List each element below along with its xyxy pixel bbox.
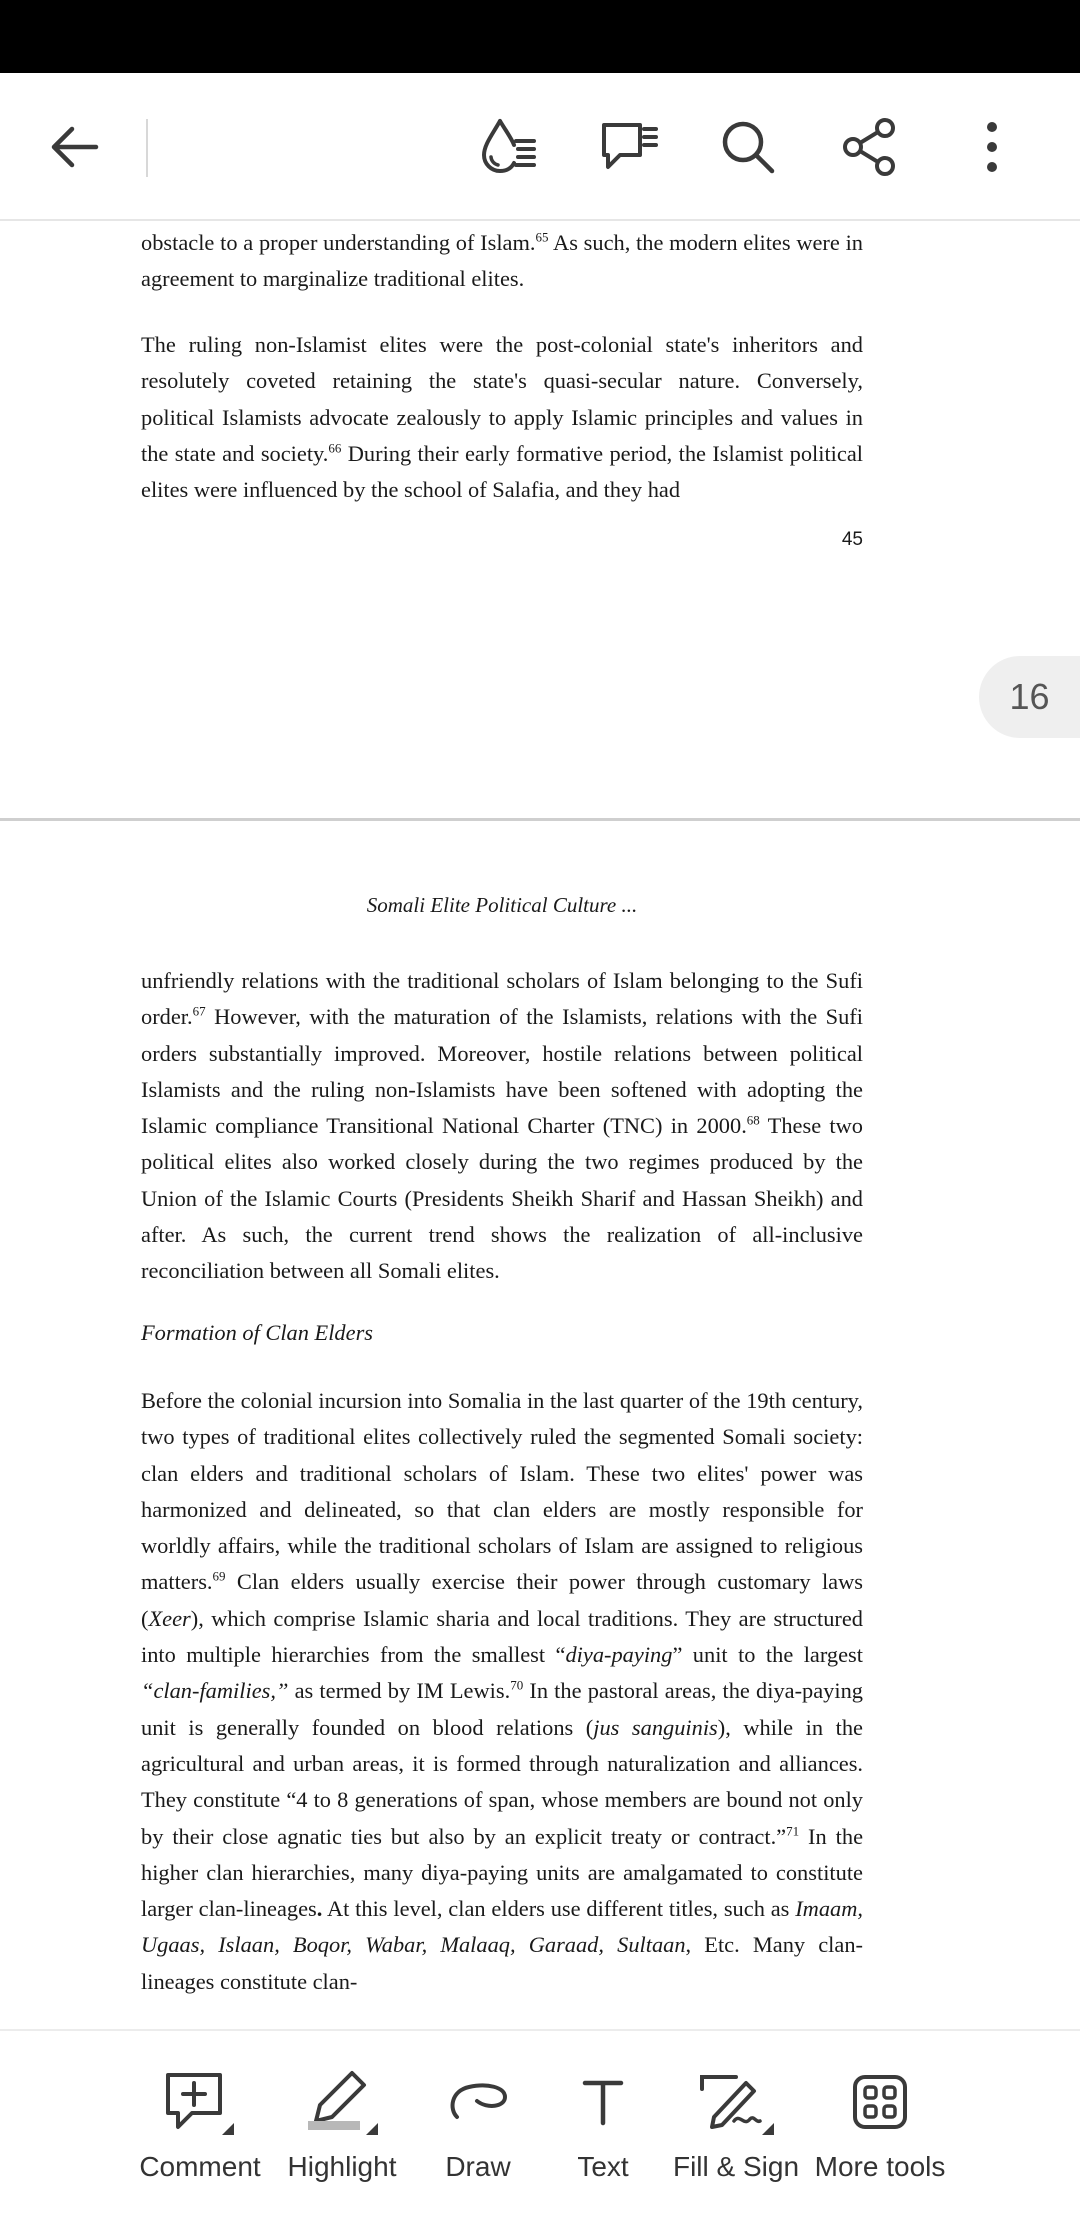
draw-label: Draw (445, 2151, 511, 2182)
fill-sign-icon (696, 2069, 776, 2135)
back-arrow-icon (46, 119, 102, 175)
page-45-paragraph-1: obstacle to a proper understanding of Islam.$^{65}$ As such, the modern elites were in agreement to marginalize traditional elites. (141, 229, 863, 292)
liquid-mode-icon (476, 115, 540, 179)
page-46-paragraph-1: unfriendly relations with the traditional scholars of Islam belonging to the Sufi order.$^{67}$ However, with the maturation of the Islamists, relations with the Sufi orders substantially improved. Moreover, hostile relations between political Islamists and the ruling non-Islamists have been softened with adopting the Islamic compliance Transitional National Charter (TNC) in 2000.68 These two political elites also worked closely during the two regimes produced by the Union of the Islamic Courts (Presidents Sheikh Sharif and Hassan Sheikh) and after. As such, the current trend shows the realization of all-inclusive reconciliation between all Somali elites. (141, 968, 864, 1284)
share-icon (839, 116, 901, 178)
toolbar-divider (146, 119, 148, 177)
draw-tool[interactable] (440, 2069, 516, 2199)
draw-icon (447, 2079, 509, 2125)
top-toolbar (0, 73, 1080, 221)
comments-list-icon (596, 115, 660, 179)
search-button[interactable] (710, 109, 786, 185)
comment-tool[interactable] (141, 2069, 259, 2199)
page-46-paragraph-2: Before the colonial incursion into Somalia in the last quarter of the 19th century, two types of traditional elites collectively ruled the segmented Somali society: clan elders and traditional scholars of Islam. These two elites' power was harmonized and delineated, so that clan elders are mostly responsible for worldly affairs, while the traditional scholars of Islam are assigned to religious matters.$^{69}$ Clan elders usually exercise their power through customary laws (Xeer), which comprise Islamic sharia and local traditions. They are structured into multiple hierarchies from the smallest “diya-paying” unit to the largest “clan-families,” as termed by IM Lewis.$^{70}$ In the pastoral areas, the diya-paying unit is generally founded on blood relations (jus sanguinis), while in the agricultural and urban areas, it is formed through naturalization and alliances. They constitute “4 to 8 generations of span, whose members are bound not only by their close agnatic ties but also by an explicit treaty or contract.”$^{71}$ In the higher clan hierarchies, many diya-paying units are amalgamated to constitute larger clan-lineages. At this level, clan elders use different titles, such as Imaam, Ugaas, Islaan, Boqor, Wabar, Malaaq, Garaad, Sultaan, Etc. Many clan-lineages constitute clan- (141, 1388, 864, 1994)
liquid-mode-button[interactable] (470, 109, 546, 185)
text-icon (581, 2077, 625, 2127)
more-tools-grid-icon (852, 2074, 908, 2130)
share-button[interactable] (832, 109, 908, 185)
pdf-document-view[interactable] (0, 223, 1080, 2029)
text-label: Text (577, 2151, 629, 2182)
status-bar (0, 0, 1080, 73)
section-heading: Formation of Clan Elders (141, 1320, 373, 1345)
highlighter-icon (304, 2069, 380, 2135)
more-tools[interactable] (814, 2069, 946, 2199)
comment-label: Comment (139, 2151, 261, 2182)
page-45-paragraph-2: The ruling non-Islamist elites were the post-colonial state's inheritors and resolutely coveted retaining the state's quasi-secular nature. Conversely, political Islamists advocate zealously to apply Islamic principles and values in the state and society.$^{66}$ During their early formative period, the Islamist political elites were influenced by the school of Salafia, and they had (141, 332, 863, 503)
more-vertical-icon (982, 117, 1002, 177)
fill-sign-label: Fill & Sign (672, 2151, 800, 2182)
highlight-label: Highlight (287, 2151, 397, 2182)
search-icon (718, 117, 778, 177)
comments-list-button[interactable] (590, 109, 666, 185)
running-head: Somali Elite Political Culture ... (366, 893, 638, 917)
more-options-button[interactable] (954, 109, 1030, 185)
page-separator (0, 818, 1080, 821)
more-tools-label: More tools (814, 2151, 946, 2182)
back-button[interactable] (36, 109, 112, 185)
highlight-tool[interactable] (287, 2069, 397, 2199)
bottom-toolbar (0, 2029, 1080, 2214)
page-number: 45 (841, 529, 863, 550)
page-indicator-badge[interactable]: 16 (979, 656, 1080, 738)
text-tool[interactable] (570, 2069, 636, 2199)
comment-add-icon (164, 2069, 236, 2135)
fill-sign-tool[interactable] (674, 2069, 798, 2199)
